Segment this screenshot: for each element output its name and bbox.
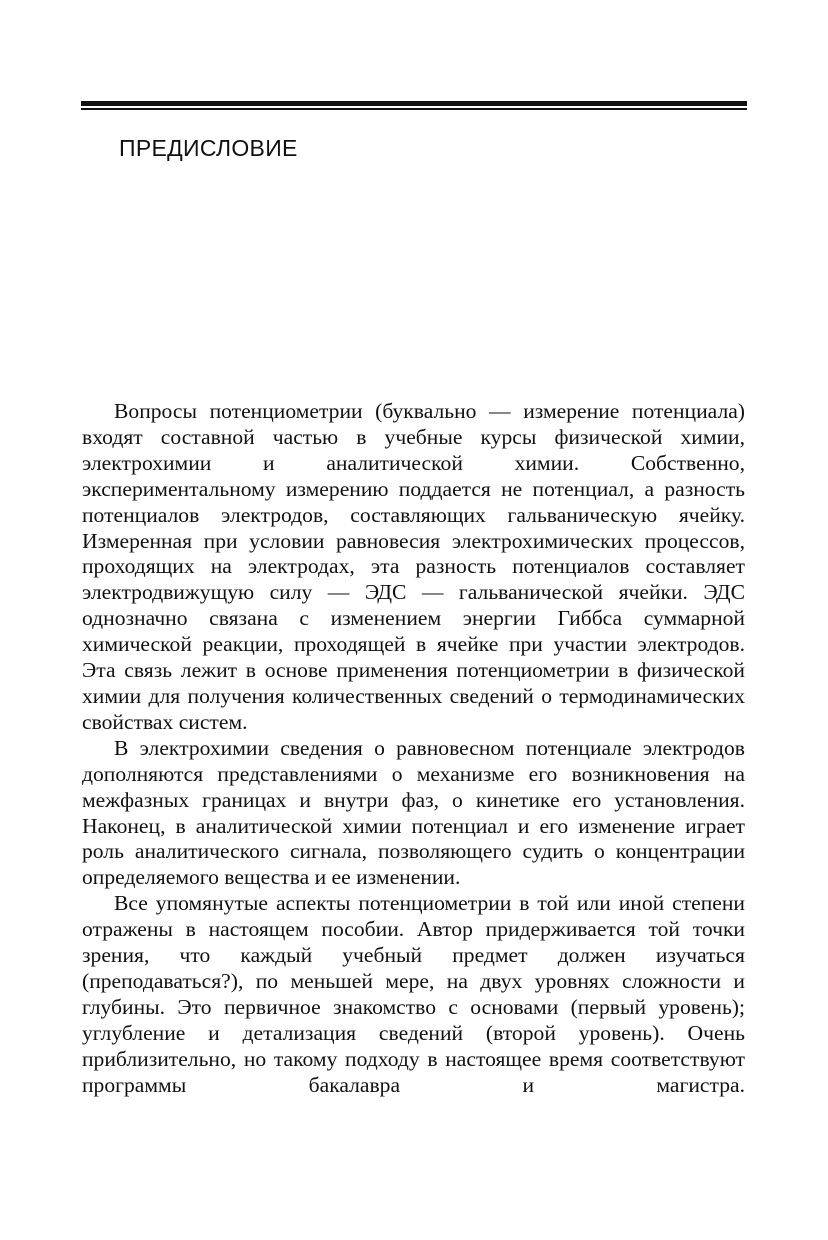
header-rule-thick (81, 101, 747, 106)
paragraph-2: В электрохимии сведения о равновесном потенциале электродов дополняются представлениями о механизме его возникновения на межфазных границах и внутри фаз, о кинетике его установления. Наконец, в аналитической химии потенциал и его изменение играет роль аналитического сигнала, позволяющего судить о концентрации определяемого вещества и ее изменении. (82, 735, 745, 890)
paragraph-1: Вопросы потенциометрии (буквально — измерение потенциала) входят составной частью в учебные курсы физической химии, электрохимии и аналитической химии. Собственно, экспериментальному измерению поддается не потенциал, а разность потенциалов электродов, составляющих гальваническую ячейку. Измеренная при условии равновесия электрохимических процессов, проходящих на электродах, эта разность потенциалов составляет электродвижущую силу — ЭДС — гальванической ячейки. ЭДС однозначно связана с изменением энергии Гиббса суммарной химической реакции, проходящей в ячейке при участии электродов. Эта связь лежит в основе применения потенциометрии в физической химии для получения количественных сведений о термодинамических свойствах систем. (82, 399, 745, 734)
page-title: ПРЕДИСЛОВИЕ (119, 135, 298, 161)
header-rule-thin (81, 108, 747, 110)
body-text (82, 399, 745, 1098)
paragraph-3: Все упомянутые аспекты потенциометрии в той или иной степени отражены в настоящем пособии. Автор придерживается той точки зрения, что каждый учебный предмет должен изучаться (преподаваться?), по меньшей мере, на двух уровнях сложности и глубины. Это первичное знакомство с основами (первый уровень); углубление и детализация сведений (второй уровень). Очень приблизительно, но такому подходу в настоящее время соответствуют программы бакалавра и магистра. (82, 891, 745, 1097)
